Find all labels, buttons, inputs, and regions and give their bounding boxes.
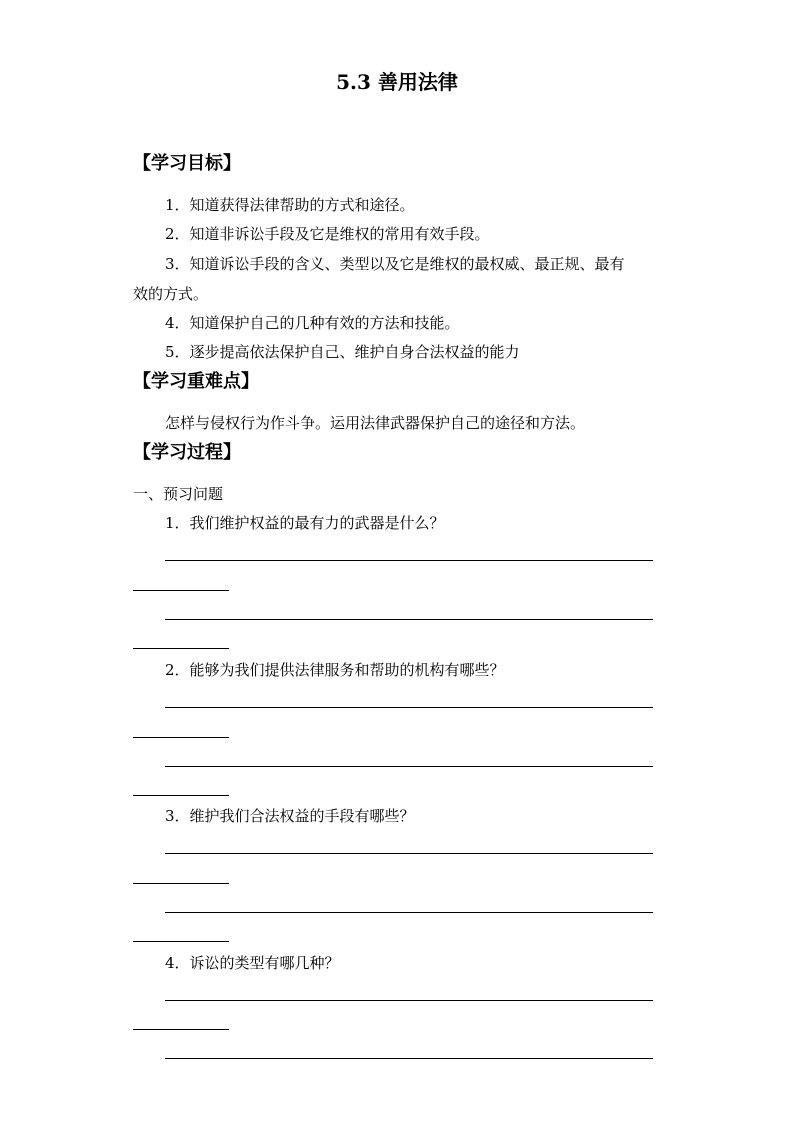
goal-item-5: 5．逐步提高依法保护自己、维护自身合法权益的能力	[165, 343, 520, 361]
answer-line	[165, 707, 653, 708]
section-heading-process: 【学习过程】	[133, 442, 241, 463]
answer-line-short	[133, 1029, 229, 1030]
goal-item-4: 4．知道保护自己的几种有效的方法和技能。	[165, 314, 460, 332]
answer-line-short	[133, 795, 229, 796]
answer-line	[165, 912, 653, 913]
goal-item-3: 3．知道诉讼手段的含义、类型以及它是维权的最权威、最正规、最有	[165, 255, 625, 273]
goal-item-2: 2．知道非诉讼手段及它是维权的常用有效手段。	[165, 225, 490, 243]
question-4: 4．诉讼的类型有哪几种？	[165, 954, 340, 972]
answer-line-short	[133, 737, 229, 738]
goal-item-1: 1．知道获得法律帮助的方式和途径。	[165, 196, 415, 214]
keypoints-text: 怎样与侵权行为作斗争。运用法律武器保护自己的途径和方法。	[165, 414, 586, 432]
section-heading-keypoints: 【学习重难点】	[133, 371, 259, 392]
answer-line	[165, 853, 653, 854]
answer-line-short	[133, 648, 229, 649]
answer-line-short	[133, 590, 229, 591]
answer-line	[165, 560, 653, 561]
question-1: 1．我们维护权益的最有力的武器是什么？	[165, 514, 445, 532]
answer-line	[165, 766, 653, 767]
section-heading-goals: 【学习目标】	[133, 153, 241, 174]
answer-line	[165, 619, 653, 620]
document-title: 5.3 善用法律	[336, 70, 458, 94]
answer-line	[165, 1058, 653, 1059]
answer-line	[165, 1000, 653, 1001]
goal-item-3-continued: 效的方式。	[133, 285, 209, 303]
question-2: 2．能够为我们提供法律服务和帮助的机构有哪些？	[165, 661, 505, 679]
answer-line-short	[133, 883, 229, 884]
question-3: 3．维护我们合法权益的手段有哪些？	[165, 807, 415, 825]
process-subheading: 一、预习问题	[133, 485, 224, 503]
answer-line-short	[133, 941, 229, 942]
